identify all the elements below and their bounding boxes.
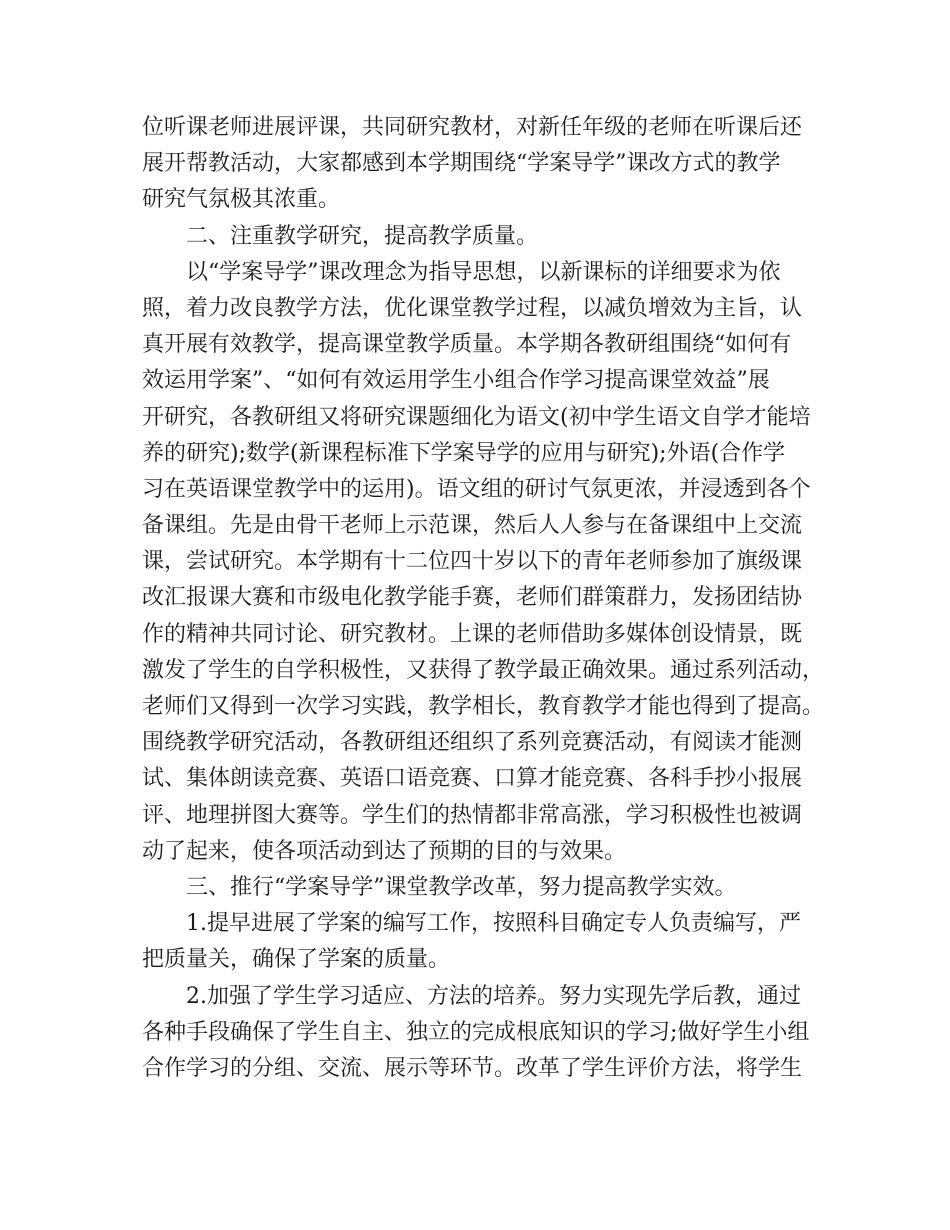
- text-line: 位听课老师进展评课，共同研究教材，对新任年级的老师在听课后还: [142, 115, 803, 140]
- list-item-2: 2.加强了学生学习适应、方法的培养。努力实现先学后教，通过: [186, 983, 801, 1009]
- text-line: 备课组。先是由骨干老师上示范课，然后人人参与在备课组中上交流: [142, 513, 803, 539]
- text-line: 评、地理拼图大赛等。学生们的热情都非常高涨，学习积极性也被调: [142, 802, 803, 828]
- text-line: 各种手段确保了学生自主、独立的完成根底知识的学习;做好学生小组: [142, 1019, 810, 1045]
- document-body: [142, 110, 825, 1087]
- text-line: 课，尝试研究。本学期有十二位四十岁以下的青年老师参加了旗级课: [142, 549, 803, 575]
- text-line: 激发了学生的自学积极性，又获得了教学最正确效果。通过系列活动，: [142, 657, 825, 683]
- text-line: 开研究，各教研组又将研究课题细化为语文(初中学生语文自学才能培: [142, 404, 811, 430]
- text-line: 研究气氛极其浓重。: [142, 187, 341, 213]
- text-line: 试、集体朗读竞赛、英语口语竞赛、口算才能竞赛、各科手抄小报展: [142, 766, 803, 792]
- text-line: 照，着力改良教学方法，优化课堂教学过程，以减负增效为主旨，认: [142, 295, 803, 321]
- text-line: 改汇报课大赛和市级电化教学能手赛，老师们群策群力，发扬团结协: [142, 585, 803, 611]
- text-line: 展开帮教活动，大家都感到本学期围绕“学案导学”课改方式的教学: [142, 151, 781, 177]
- text-line: 作的精神共同讨论、研究教材。上课的老师借助多媒体创设情景，既: [142, 621, 803, 647]
- section-heading-3: 三、推行“学案导学”课堂教学改革，努力提高教学实效。: [186, 874, 737, 900]
- text-line: 以“学案导学”课改理念为指导思想，以新课标的详细要求为依: [186, 259, 781, 285]
- text-line: 老师们又得到一次学习实践，教学相长，教育教学才能也得到了提高。: [142, 694, 825, 719]
- text-line: 把质量关，确保了学案的质量。: [142, 947, 451, 973]
- text-line: 动了起来，使各项活动到达了预期的目的与效果。: [142, 838, 627, 864]
- list-item-1: 1.提早进展了学案的编写工作，按照科目确定专人负责编写，严: [186, 911, 801, 937]
- text-line: 养的研究);数学(新课程标准下学案导学的应用与研究);外语(合作学: [142, 440, 786, 466]
- section-heading-2: 二、注重教学研究，提高教学质量。: [186, 223, 539, 249]
- text-line: 习在英语课堂教学中的运用)。语文组的研讨气氛更浓，并浸透到各个: [142, 476, 811, 502]
- text-line: 效运用学案”、“如何有效运用学生小组合作学习提高课堂效益”展: [142, 368, 770, 394]
- text-line: 合作学习的分组、交流、展示等环节。改革了学生评价方法，将学生: [142, 1055, 803, 1081]
- text-line: 围绕教学研究活动，各教研组还组织了系列竞赛活动，有阅读才能测: [142, 730, 803, 756]
- text-line: 真开展有效教学，提高课堂教学质量。本学期各教研组围绕“如何有: [142, 332, 792, 358]
